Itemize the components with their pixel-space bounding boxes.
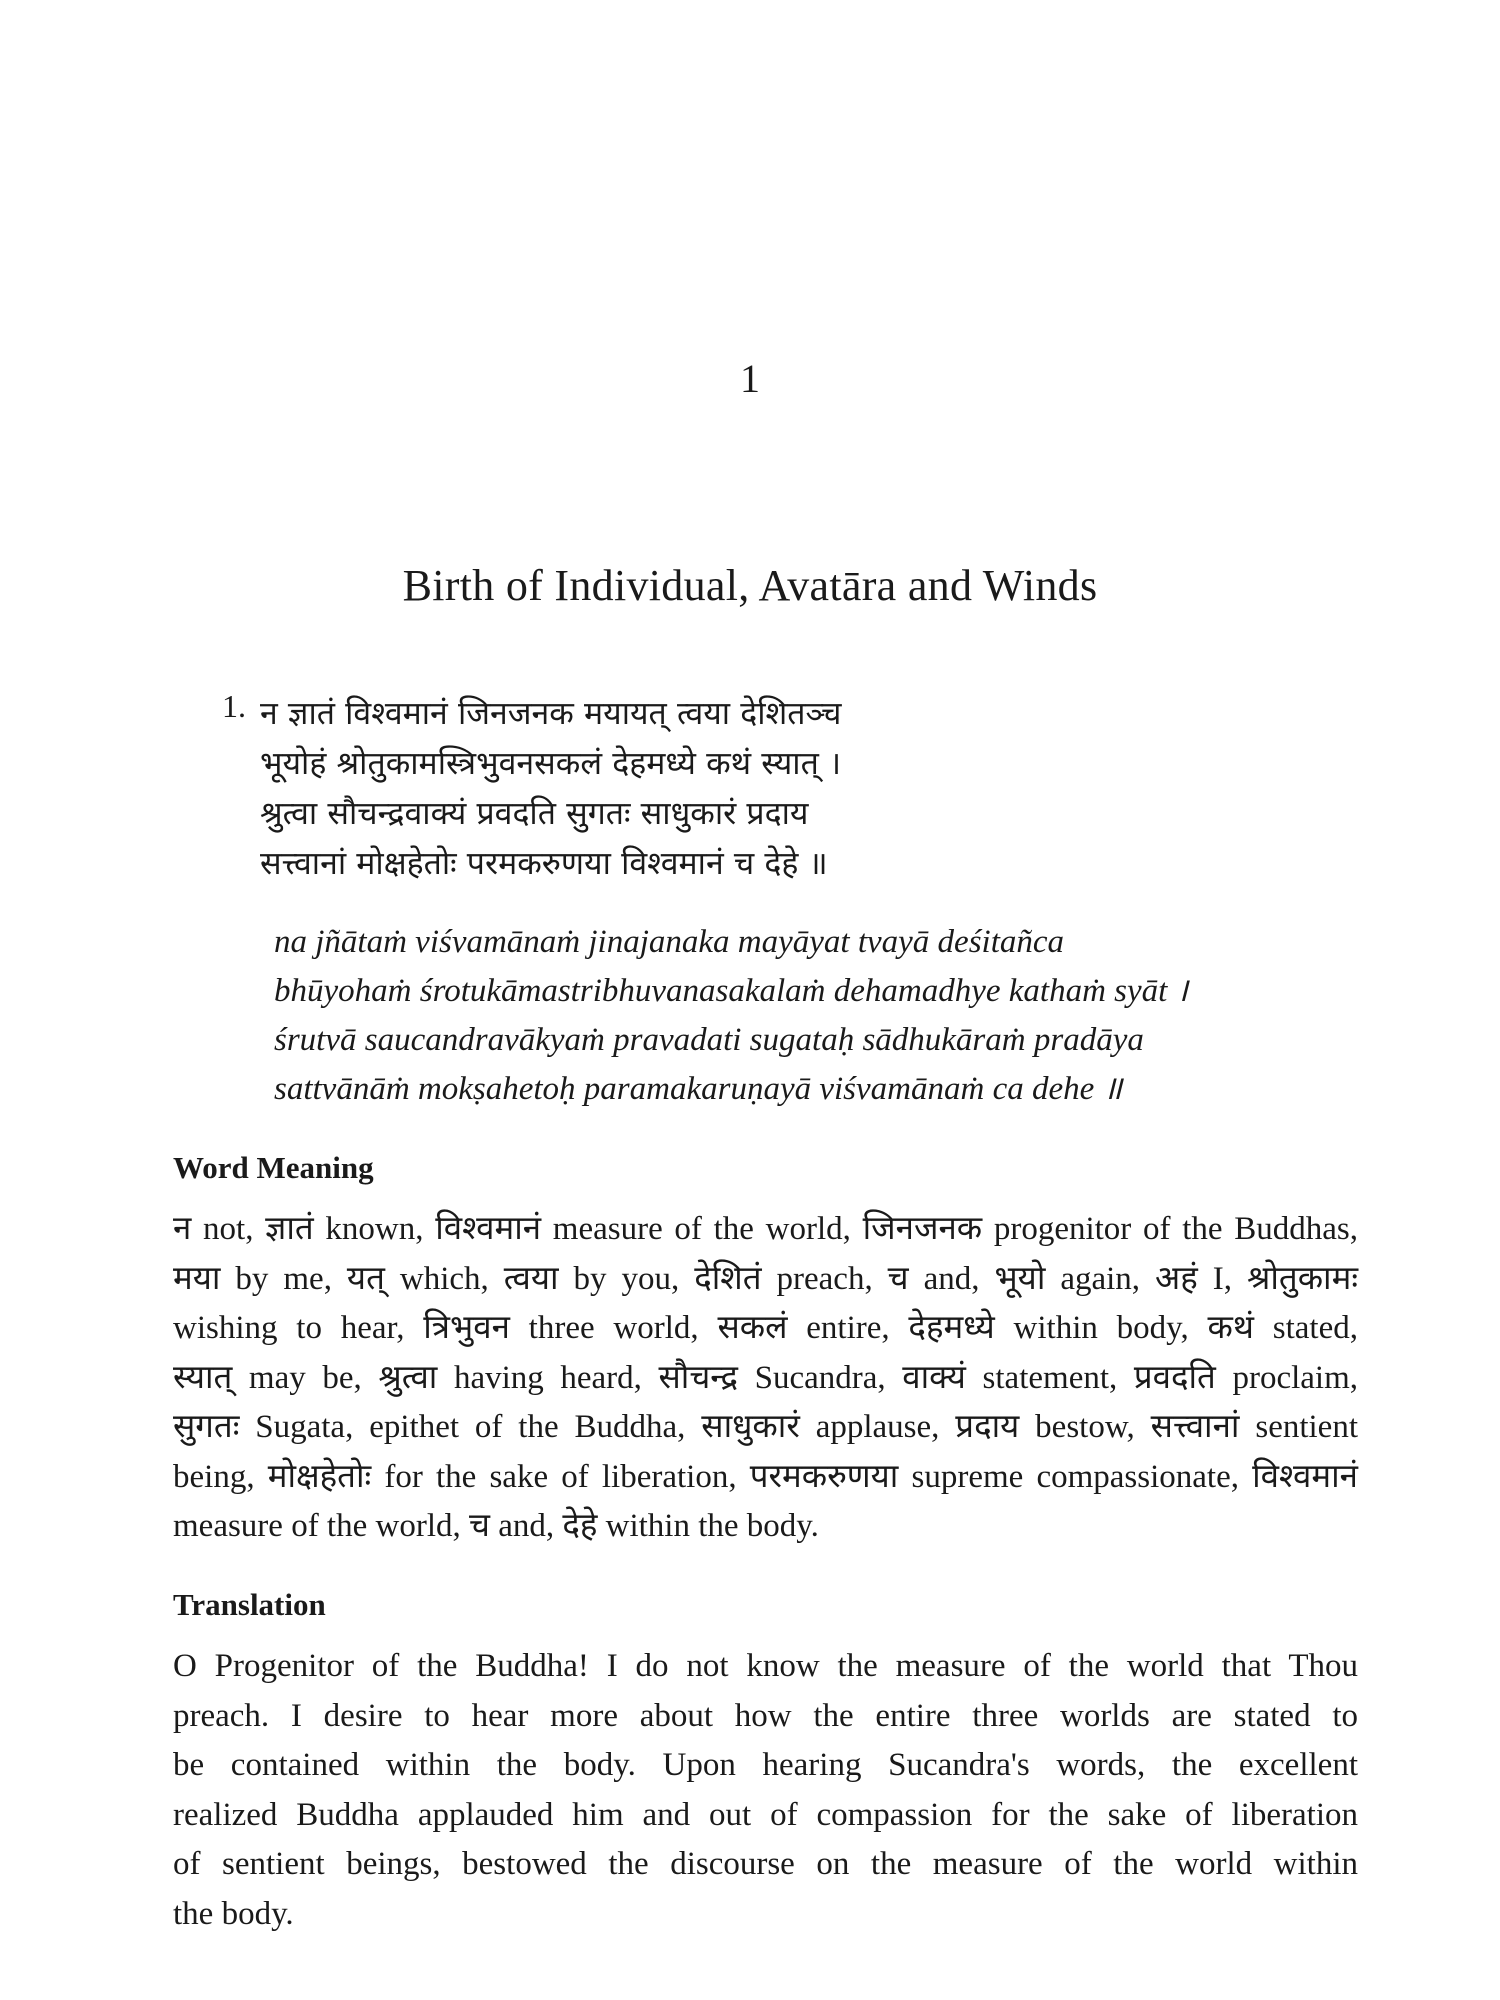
devanagari-verse [260, 688, 841, 888]
transliteration-line: śrutvā saucandravākyaṁ pravadati sugataḥ sādhukāraṁ pradāya [274, 1022, 1144, 1058]
translation-line: be contained within the body. Upon hearing Sucandra's words, the excellent [173, 1747, 1358, 1783]
word-meaning-line: स्यात् may be, श्रुत्वा having heard, सौचन्द्र Sucandra, वाक्यं statement, प्रवदति proclaim, [173, 1359, 1358, 1396]
translation-line: realized Buddha applauded him and out of compassion for the sake of liberation [173, 1796, 1358, 1833]
transliteration-line: sattvānāṁ mokṣahetoḥ paramakaruṇayā viśvamānaṁ ca dehe ॥ [274, 1071, 1123, 1107]
translation-line: of sentient beings, bestowed the discourse on the measure of the world within [173, 1846, 1358, 1882]
translation-heading: Translation [173, 1587, 326, 1622]
word-meaning-line: न not, ज्ञातं known, विश्वमानं measure of the world, जिनजनक progenitor of the Buddhas, [173, 1211, 1358, 1247]
word-meaning-heading: Word Meaning [173, 1150, 374, 1185]
transliteration [274, 918, 1188, 1114]
verse-number: 1. [222, 688, 246, 724]
devanagari-line: श्रुत्वा सौचन्द्रवाक्यं प्रवदति सुगतः साधुकारं प्रदाय [260, 794, 809, 832]
word-meaning-line: measure of the world, च and, देहे within the body. [173, 1508, 819, 1544]
transliteration-line: na jñātaṁ viśvamānaṁ jinajanaka mayāyat tvayā deśitañca [274, 924, 1065, 960]
devanagari-line: सत्त्वानां मोक्षहेतोः परमकरुणया विश्वमानं च देहे ॥ [260, 844, 828, 882]
word-meaning-text [173, 1205, 1358, 1552]
word-meaning-line: सुगतः Sugata, epithet of the Buddha, साधुकारं applause, प्रदाय bestow, सत्त्वानां sentient [173, 1409, 1358, 1445]
devanagari-line: भूयोहं श्रोतुकामस्त्रिभुवनसकलं देहमध्ये कथं स्यात् । [260, 744, 842, 782]
translation-line: preach. I desire to hear more about how the entire three worlds are stated to [173, 1697, 1358, 1734]
devanagari-line: न ज्ञातं विश्वमानं जिनजनक मयायत् त्वया देशितञ्च [260, 694, 842, 732]
translation-text [173, 1642, 1358, 1939]
chapter-title: Birth of Individual, Avatāra and Winds [402, 561, 1098, 610]
transliteration-line: bhūyohaṁ śrotukāmastribhuvanasakalaṁ dehamadhye kathaṁ syāt । [274, 973, 1189, 1009]
translation-line: the body. [173, 1895, 294, 1932]
word-meaning-line: wishing to hear, त्रिभुवन three world, सकलं entire, देहमध्ये within body, कथं stated, [173, 1310, 1358, 1346]
chapter-number: 1 [740, 356, 760, 401]
word-meaning-line: being, मोक्षहेतोः for the sake of liberation, परमकरुणया supreme compassionate, विश्वमानं [173, 1458, 1358, 1495]
word-meaning-line: मया by me, यत् which, त्वया by you, देशितं preach, च and, भूयो again, अहं I, श्रोतुकामः [173, 1260, 1358, 1297]
translation-line: O Progenitor of the Buddha! I do not know the measure of the world that Thou [173, 1648, 1358, 1684]
